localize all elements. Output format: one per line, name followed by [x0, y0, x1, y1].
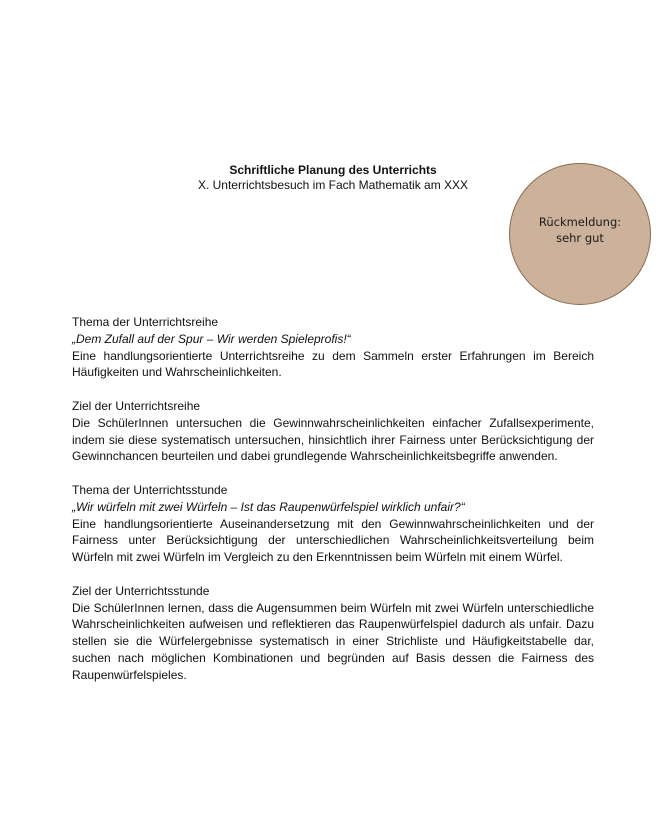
- document-body: [72, 314, 594, 700]
- section-body: Die SchülerInnen lernen, dass die Augensummen beim Würfeln mit zwei Würfeln unterschiedliche Wahrscheinlichkeiten aufweisen und reflektieren das Raupenwürfelspiel dadurch als unfair. Dazu stellen sie die Würfelergebnisse systematisch in einer Strichliste und Häufigkeitstabelle dar, suchen nach möglichen Kombinationen und begründen auf Basis dessen die Fairness des Raupenwürfelspieles.: [72, 600, 594, 682]
- section-quote: „Wir würfeln mit zwei Würfeln – Ist das Raupenwürfelspiel wirklich unfair?“: [72, 499, 465, 514]
- section-heading: Ziel der Unterrichtsreihe: [72, 398, 201, 413]
- section-quote: „Dem Zufall auf der Spur – Wir werden Spieleprofis!“: [72, 331, 351, 346]
- document-title: Schriftliche Planung des Unterrichts: [229, 163, 437, 177]
- section-body: Eine handlungsorientierte Unterrichtsreihe zu dem Sammeln erster Erfahrungen im Bereich Häufigkeiten und Wahrscheinlichkeiten.: [72, 348, 594, 380]
- feedback-badge-label: Rückmeldung:: [538, 215, 622, 229]
- section-heading: Thema der Unterrichtsreihe: [72, 315, 219, 329]
- section-lesson-goal: [72, 583, 594, 684]
- feedback-badge-value: sehr gut: [556, 231, 604, 245]
- section-unit-goal: [72, 398, 594, 465]
- section-lesson-topic: [72, 482, 594, 566]
- section-heading: Thema der Unterrichtsstunde: [72, 482, 228, 497]
- section-heading: Ziel der Unterrichtsstunde: [72, 583, 210, 598]
- section-body: Die SchülerInnen untersuchen die Gewinnwahrscheinlichkeiten einfacher Zufallsexperimente, indem sie diese systematisch untersuchen, hinsichtlich ihrer Fairness unter Berücksichtigung der Gewinnchancen beurteilen und dabei grundlegende Wahrscheinlichkeitsbegriffe anwenden.: [72, 415, 594, 464]
- section-unit-topic: [72, 314, 594, 381]
- section-body: Eine handlungsorientierte Auseinandersetzung mit den Gewinnwahrscheinlichkeiten und der Fairness unter Berücksichtigung der unterschiedlichen Wahrscheinlichkeitsverteilung beim Würfeln mit zwei Würfeln im Vergleich zu den Erkenntnissen beim Würfeln mit einem Würfel.: [72, 516, 594, 565]
- document-subtitle: X. Unterrichtsbesuch im Fach Mathematik am XXX: [197, 178, 469, 192]
- feedback-badge: [509, 163, 651, 305]
